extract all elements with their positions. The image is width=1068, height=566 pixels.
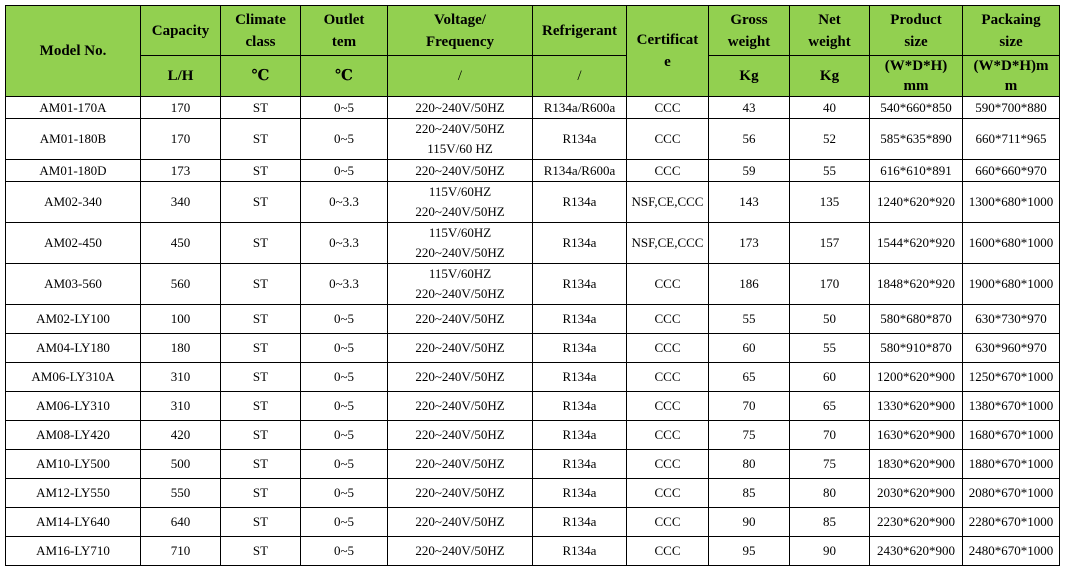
cell-product-size: 580*680*870 <box>870 305 963 334</box>
cell-voltage: 115V/60HZ 220~240V/50HZ <box>388 223 533 264</box>
cell-outlet: 0~3.3 <box>301 182 388 223</box>
cell-climate: ST <box>221 450 301 479</box>
cell-gross: 95 <box>709 537 790 566</box>
unit-row <box>6 56 1060 97</box>
cell-climate: ST <box>221 264 301 305</box>
cell-climate: ST <box>221 119 301 160</box>
header-packaging-size: Packaing size <box>963 6 1060 56</box>
cell-product-size: 616*610*891 <box>870 160 963 182</box>
cell-model: AM01-170A <box>6 97 141 119</box>
cell-refrigerant: R134a <box>533 264 627 305</box>
cell-gross: 80 <box>709 450 790 479</box>
cell-packaging-size: 1880*670*1000 <box>963 450 1060 479</box>
cell-certificate: CCC <box>627 508 709 537</box>
cell-model: AM08-LY420 <box>6 421 141 450</box>
cell-gross: 43 <box>709 97 790 119</box>
cell-voltage: 220~240V/50HZ <box>388 363 533 392</box>
cell-model: AM06-LY310A <box>6 363 141 392</box>
cell-outlet: 0~5 <box>301 97 388 119</box>
header-product-size: Product size <box>870 6 963 56</box>
cell-outlet: 0~5 <box>301 508 388 537</box>
cell-capacity: 420 <box>141 421 221 450</box>
cell-certificate: CCC <box>627 305 709 334</box>
cell-climate: ST <box>221 479 301 508</box>
cell-gross: 186 <box>709 264 790 305</box>
cell-refrigerant: R134a <box>533 537 627 566</box>
cell-capacity: 450 <box>141 223 221 264</box>
cell-net: 170 <box>790 264 870 305</box>
cell-certificate: CCC <box>627 392 709 421</box>
header-capacity: Capacity <box>141 6 221 56</box>
cell-capacity: 100 <box>141 305 221 334</box>
cell-climate: ST <box>221 537 301 566</box>
cell-net: 85 <box>790 508 870 537</box>
table-row <box>6 479 1060 508</box>
cell-packaging-size: 660*711*965 <box>963 119 1060 160</box>
cell-climate: ST <box>221 223 301 264</box>
cell-refrigerant: R134a <box>533 508 627 537</box>
cell-product-size: 1330*620*900 <box>870 392 963 421</box>
cell-climate: ST <box>221 334 301 363</box>
table-row <box>6 182 1060 223</box>
cell-packaging-size: 1380*670*1000 <box>963 392 1060 421</box>
cell-model: AM16-LY710 <box>6 537 141 566</box>
cell-outlet: 0~5 <box>301 119 388 160</box>
cell-net: 75 <box>790 450 870 479</box>
cell-certificate: NSF,CE,CCC <box>627 223 709 264</box>
cell-capacity: 310 <box>141 392 221 421</box>
table-row <box>6 334 1060 363</box>
cell-certificate: CCC <box>627 450 709 479</box>
table-row <box>6 97 1060 119</box>
unit-net: Kg <box>790 56 870 97</box>
cell-climate: ST <box>221 421 301 450</box>
cell-product-size: 2430*620*900 <box>870 537 963 566</box>
cell-packaging-size: 590*700*880 <box>963 97 1060 119</box>
cell-model: AM03-560 <box>6 264 141 305</box>
cell-net: 90 <box>790 537 870 566</box>
cell-outlet: 0~5 <box>301 334 388 363</box>
unit-capacity: L/H <box>141 56 221 97</box>
cell-packaging-size: 1600*680*1000 <box>963 223 1060 264</box>
cell-net: 52 <box>790 119 870 160</box>
cell-gross: 65 <box>709 363 790 392</box>
cell-capacity: 170 <box>141 119 221 160</box>
cell-refrigerant: R134a <box>533 479 627 508</box>
table-header <box>6 6 1060 97</box>
header-voltage-frequency: Voltage/ Frequency <box>388 6 533 56</box>
cell-climate: ST <box>221 392 301 421</box>
cell-certificate: CCC <box>627 119 709 160</box>
cell-climate: ST <box>221 508 301 537</box>
table-row <box>6 119 1060 160</box>
cell-voltage: 220~240V/50HZ <box>388 508 533 537</box>
cell-model: AM01-180B <box>6 119 141 160</box>
cell-net: 55 <box>790 160 870 182</box>
cell-outlet: 0~5 <box>301 305 388 334</box>
cell-refrigerant: R134a <box>533 392 627 421</box>
cell-refrigerant: R134a <box>533 119 627 160</box>
cell-capacity: 340 <box>141 182 221 223</box>
cell-model: AM12-LY550 <box>6 479 141 508</box>
cell-net: 40 <box>790 97 870 119</box>
cell-model: AM02-450 <box>6 223 141 264</box>
header-row <box>6 6 1060 56</box>
unit-gross: Kg <box>709 56 790 97</box>
cell-voltage: 220~240V/50HZ <box>388 479 533 508</box>
cell-refrigerant: R134a <box>533 450 627 479</box>
cell-product-size: 1848*620*920 <box>870 264 963 305</box>
header-model: Model No. <box>6 6 141 97</box>
cell-product-size: 580*910*870 <box>870 334 963 363</box>
cell-product-size: 2030*620*900 <box>870 479 963 508</box>
cell-gross: 59 <box>709 160 790 182</box>
cell-voltage: 220~240V/50HZ 115V/60 HZ <box>388 119 533 160</box>
cell-voltage: 220~240V/50HZ <box>388 450 533 479</box>
cell-voltage: 220~240V/50HZ <box>388 392 533 421</box>
table-body <box>6 97 1060 566</box>
cell-model: AM10-LY500 <box>6 450 141 479</box>
cell-net: 55 <box>790 334 870 363</box>
cell-certificate: CCC <box>627 363 709 392</box>
cell-climate: ST <box>221 97 301 119</box>
cell-capacity: 560 <box>141 264 221 305</box>
cell-certificate: CCC <box>627 264 709 305</box>
cell-packaging-size: 2080*670*1000 <box>963 479 1060 508</box>
cell-certificate: CCC <box>627 334 709 363</box>
cell-gross: 75 <box>709 421 790 450</box>
cell-net: 70 <box>790 421 870 450</box>
table-row <box>6 450 1060 479</box>
cell-voltage: 220~240V/50HZ <box>388 97 533 119</box>
cell-product-size: 2230*620*900 <box>870 508 963 537</box>
cell-outlet: 0~5 <box>301 537 388 566</box>
cell-product-size: 1544*620*920 <box>870 223 963 264</box>
cell-climate: ST <box>221 305 301 334</box>
cell-capacity: 500 <box>141 450 221 479</box>
cell-voltage: 220~240V/50HZ <box>388 334 533 363</box>
cell-net: 60 <box>790 363 870 392</box>
cell-certificate: CCC <box>627 479 709 508</box>
cell-refrigerant: R134a <box>533 421 627 450</box>
cell-certificate: CCC <box>627 421 709 450</box>
cell-packaging-size: 2480*670*1000 <box>963 537 1060 566</box>
cell-outlet: 0~5 <box>301 450 388 479</box>
header-gross-weight: Gross weight <box>709 6 790 56</box>
unit-packaging-size: (W*D*H)m m <box>963 56 1060 97</box>
unit-refrigerant: / <box>533 56 627 97</box>
cell-gross: 85 <box>709 479 790 508</box>
cell-model: AM01-180D <box>6 160 141 182</box>
cell-climate: ST <box>221 363 301 392</box>
unit-product-size: (W*D*H) mm <box>870 56 963 97</box>
cell-packaging-size: 630*730*970 <box>963 305 1060 334</box>
cell-capacity: 640 <box>141 508 221 537</box>
header-refrigerant: Refrigerant <box>533 6 627 56</box>
cell-gross: 56 <box>709 119 790 160</box>
cell-capacity: 310 <box>141 363 221 392</box>
cell-refrigerant: R134a <box>533 334 627 363</box>
cell-packaging-size: 630*960*970 <box>963 334 1060 363</box>
unit-climate: ℃ <box>221 56 301 97</box>
table-row <box>6 421 1060 450</box>
header-outlet-temp: Outlet tem <box>301 6 388 56</box>
cell-voltage: 220~240V/50HZ <box>388 160 533 182</box>
cell-outlet: 0~5 <box>301 160 388 182</box>
cell-product-size: 540*660*850 <box>870 97 963 119</box>
cell-model: AM14-LY640 <box>6 508 141 537</box>
table-row <box>6 160 1060 182</box>
cell-packaging-size: 1680*670*1000 <box>963 421 1060 450</box>
cell-capacity: 550 <box>141 479 221 508</box>
unit-voltage: / <box>388 56 533 97</box>
table-row <box>6 392 1060 421</box>
cell-packaging-size: 660*660*970 <box>963 160 1060 182</box>
cell-certificate: CCC <box>627 97 709 119</box>
cell-packaging-size: 1250*670*1000 <box>963 363 1060 392</box>
header-certificate: Certificat e <box>627 6 709 97</box>
cell-certificate: NSF,CE,CCC <box>627 182 709 223</box>
cell-outlet: 0~5 <box>301 479 388 508</box>
cell-outlet: 0~3.3 <box>301 223 388 264</box>
cell-packaging-size: 1900*680*1000 <box>963 264 1060 305</box>
cell-gross: 143 <box>709 182 790 223</box>
cell-product-size: 1830*620*900 <box>870 450 963 479</box>
cell-product-size: 1240*620*920 <box>870 182 963 223</box>
cell-capacity: 710 <box>141 537 221 566</box>
cell-climate: ST <box>221 160 301 182</box>
cell-refrigerant: R134a <box>533 305 627 334</box>
cell-voltage: 115V/60HZ 220~240V/50HZ <box>388 182 533 223</box>
cell-net: 80 <box>790 479 870 508</box>
table-row <box>6 363 1060 392</box>
cell-net: 157 <box>790 223 870 264</box>
cell-gross: 173 <box>709 223 790 264</box>
cell-outlet: 0~5 <box>301 392 388 421</box>
cell-model: AM02-LY100 <box>6 305 141 334</box>
unit-outlet: ℃ <box>301 56 388 97</box>
cell-capacity: 180 <box>141 334 221 363</box>
cell-packaging-size: 1300*680*1000 <box>963 182 1060 223</box>
cell-voltage: 220~240V/50HZ <box>388 305 533 334</box>
cell-voltage: 220~240V/50HZ <box>388 537 533 566</box>
table-row <box>6 508 1060 537</box>
cell-net: 50 <box>790 305 870 334</box>
cell-gross: 55 <box>709 305 790 334</box>
cell-voltage: 220~240V/50HZ <box>388 421 533 450</box>
spec-table <box>5 5 1060 566</box>
cell-voltage: 115V/60HZ 220~240V/50HZ <box>388 264 533 305</box>
cell-model: AM04-LY180 <box>6 334 141 363</box>
cell-refrigerant: R134a/R600a <box>533 97 627 119</box>
cell-packaging-size: 2280*670*1000 <box>963 508 1060 537</box>
cell-product-size: 1200*620*900 <box>870 363 963 392</box>
cell-product-size: 585*635*890 <box>870 119 963 160</box>
table-row <box>6 537 1060 566</box>
cell-product-size: 1630*620*900 <box>870 421 963 450</box>
cell-capacity: 173 <box>141 160 221 182</box>
table-row <box>6 264 1060 305</box>
cell-outlet: 0~5 <box>301 421 388 450</box>
cell-gross: 70 <box>709 392 790 421</box>
cell-climate: ST <box>221 182 301 223</box>
cell-certificate: CCC <box>627 537 709 566</box>
cell-model: AM02-340 <box>6 182 141 223</box>
cell-outlet: 0~3.3 <box>301 264 388 305</box>
table-row <box>6 223 1060 264</box>
cell-refrigerant: R134a <box>533 363 627 392</box>
cell-net: 65 <box>790 392 870 421</box>
cell-model: AM06-LY310 <box>6 392 141 421</box>
cell-gross: 90 <box>709 508 790 537</box>
table-row <box>6 305 1060 334</box>
cell-certificate: CCC <box>627 160 709 182</box>
cell-gross: 60 <box>709 334 790 363</box>
cell-outlet: 0~5 <box>301 363 388 392</box>
cell-refrigerant: R134a <box>533 182 627 223</box>
cell-capacity: 170 <box>141 97 221 119</box>
cell-refrigerant: R134a/R600a <box>533 160 627 182</box>
header-climate-class: Climate class <box>221 6 301 56</box>
cell-refrigerant: R134a <box>533 223 627 264</box>
cell-net: 135 <box>790 182 870 223</box>
header-net-weight: Net weight <box>790 6 870 56</box>
